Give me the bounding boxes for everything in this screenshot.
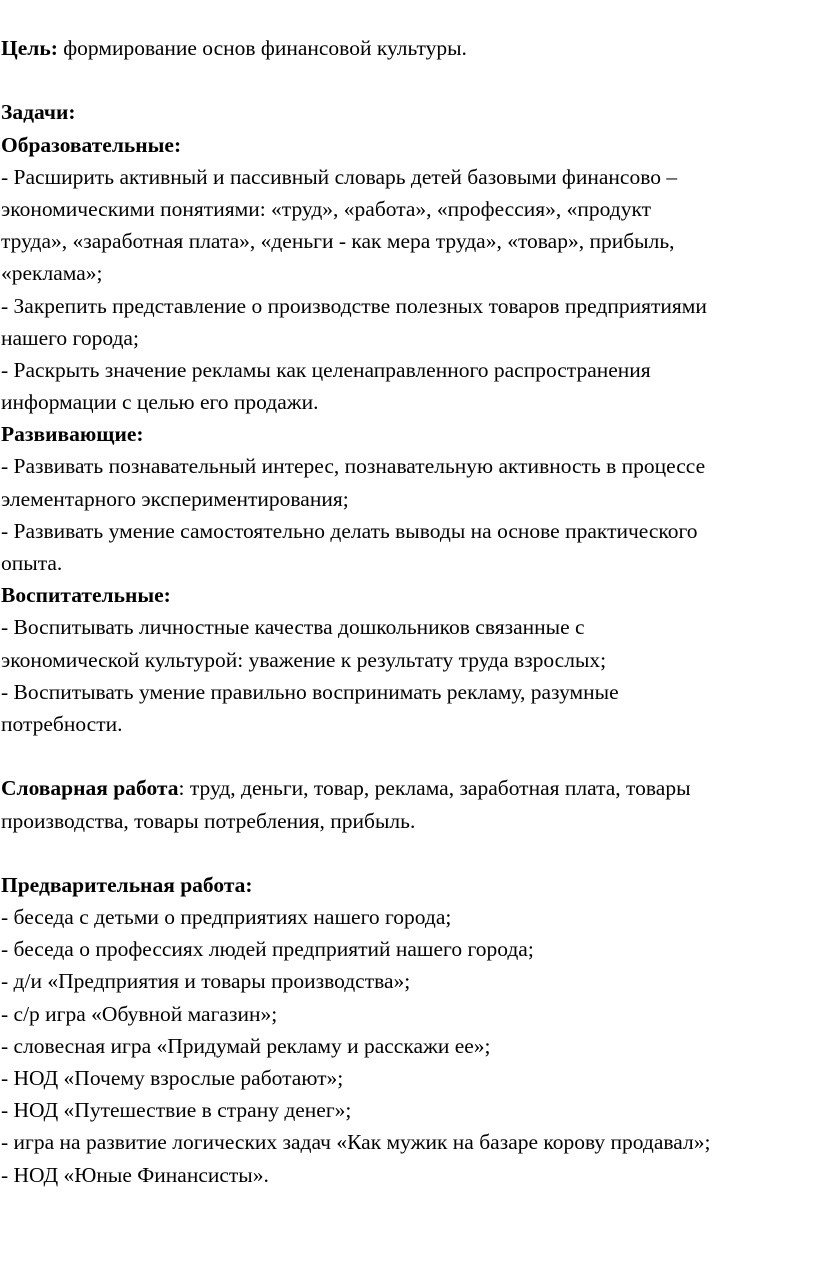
educational-line: - Раскрыть значение рекламы как целенаправленного распространения (1, 357, 651, 382)
spacer (1, 64, 813, 96)
upbringing-line: потребности. (1, 711, 123, 736)
preliminary-item: - с/р игра «Обувной магазин»; (1, 1001, 278, 1026)
upbringing-line: экономической культурой: уважение к результату труда взрослых; (1, 647, 607, 672)
goal-text: формирование основ финансовой культуры. (57, 36, 467, 60)
spacer (1, 740, 813, 772)
goal-line (1, 32, 813, 64)
developmental-line: - Развивать умение самостоятельно делать выводы на основе практического (1, 518, 698, 543)
vocabulary-line: производства, товары потребления, прибыль. (1, 808, 416, 833)
preliminary-item: - д/и «Предприятия и товары производства»; (1, 969, 411, 994)
preliminary-item: - игра на развитие логических задач «Как мужик на базаре корову продавал»; (1, 1130, 711, 1155)
upbringing-line: - Воспитывать личностные качества дошкольников связанные с (1, 615, 585, 640)
preliminary-item: - НОД «Путешествие в страну денег»; (1, 1098, 352, 1123)
document-body (1, 32, 813, 1191)
preliminary-item: - НОД «Почему взрослые работают»; (1, 1066, 344, 1090)
goal-label: Цель: (1, 36, 58, 60)
educational-line: информации с целью его продажи. (1, 390, 319, 415)
upbringing-heading: Воспитательные: (1, 583, 171, 608)
upbringing-line: - Воспитывать умение правильно воспринимать рекламу, разумные (1, 679, 619, 704)
educational-line: нашего города; (1, 325, 139, 350)
preliminary-item: - беседа о профессиях людей предприятий нашего города; (1, 937, 534, 962)
preliminary-item: - НОД «Юные Финансисты». (1, 1162, 269, 1187)
vocabulary-text: : труд, деньги, товар, реклама, заработная плата, товары (178, 776, 691, 801)
tasks-heading: Задачи: (1, 100, 76, 125)
preliminary-item: - беседа с детьми о предприятиях нашего города; (1, 905, 452, 930)
educational-line: - Закрепить представление о производстве полезных товаров предприятиями (1, 293, 707, 318)
educational-line: труда», «заработная плата», «деньги - как мера труда», «товар», прибыль, (1, 229, 675, 254)
educational-line: «реклама»; (1, 261, 103, 286)
educational-line: - Расширить активный и пассивный словарь детей базовыми финансово – (1, 164, 678, 189)
preliminary-heading: Предварительная работа: (1, 872, 253, 897)
educational-heading: Образовательные: (1, 132, 182, 157)
developmental-line: элементарного экспериментирования; (1, 486, 349, 511)
educational-line: экономическими понятиями: «труд», «работа», «профессия», «продукт (1, 196, 652, 221)
preliminary-item: - словесная игра «Придумай рекламу и расскажи ее»; (1, 1033, 491, 1058)
developmental-line: - Развивать познавательный интерес, познавательную активность в процессе (1, 454, 706, 479)
spacer (1, 837, 813, 869)
developmental-line: опыта. (1, 551, 63, 575)
developmental-heading: Развивающие: (1, 422, 144, 447)
vocabulary-line (1, 772, 813, 804)
vocabulary-label: Словарная работа (1, 776, 179, 801)
